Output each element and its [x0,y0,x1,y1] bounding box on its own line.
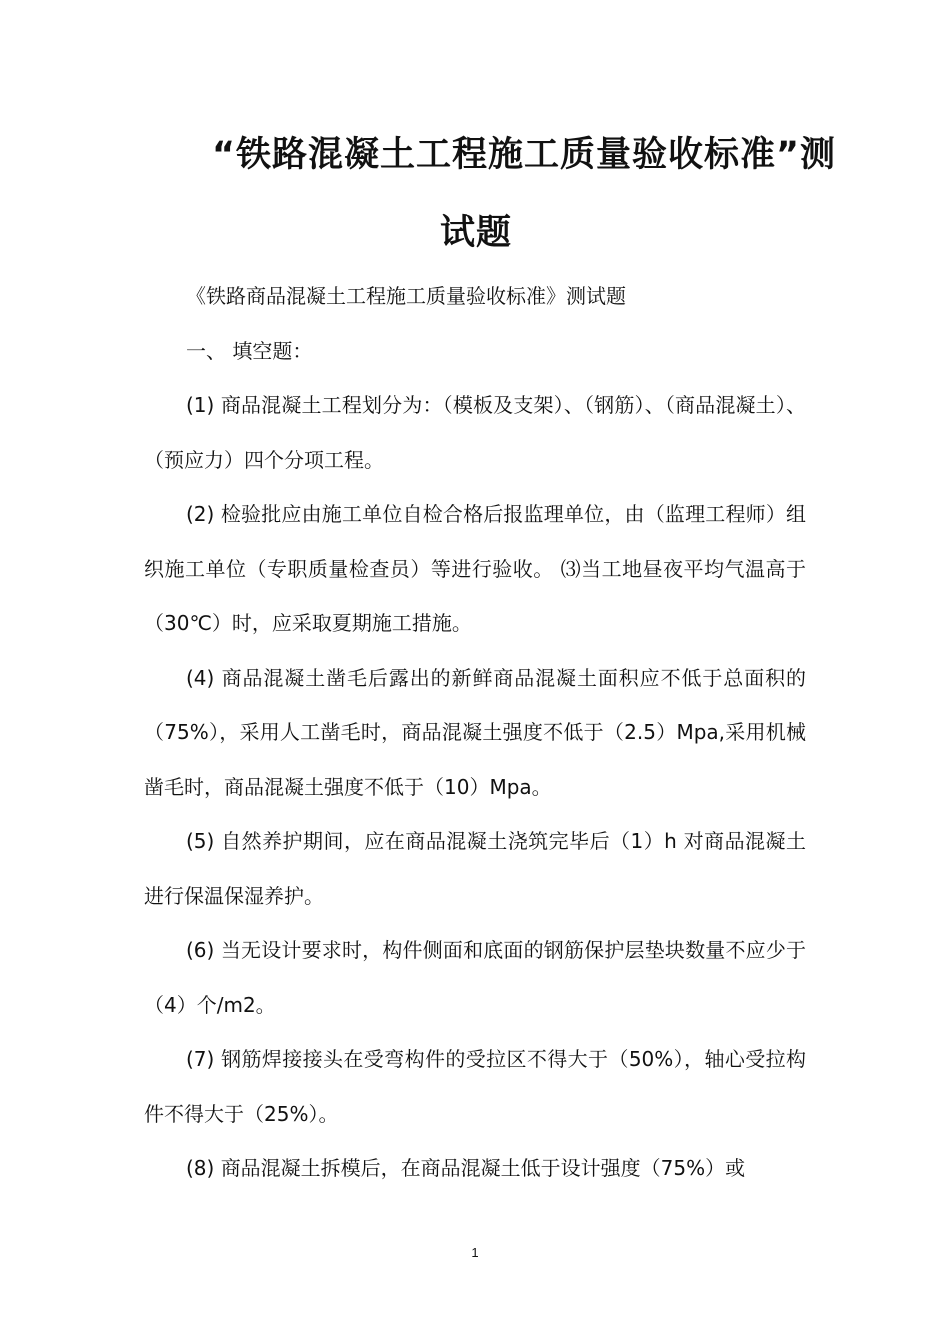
question-paragraph-1: (1) 商品混凝土工程划分为：（模板及支架）、（钢筋）、（商品混凝土）、（预应力）四个分项工程。 [144,393,806,472]
page-number: 1 [471,1245,479,1260]
document-title-line-2: 试题 [440,213,513,253]
question-paragraph-6: (6) 当无设计要求时，构件侧面和底面的钢筋保护层垫块数量不应少于（4）个/m2。 [144,938,806,1017]
question-paragraph-5: (5) 自然养护期间，应在商品混凝土浇筑完毕后（1）h 对商品混凝土进行保温保湿养护。 [144,829,806,908]
question-paragraph-2: (2) 检验批应由施工单位自检合格后报监理单位，由（监理工程师）组织施工单位（专职质量检查员）等进行验收。 ⑶当工地昼夜平均气温高于（30℃）时，应采取夏期施工措施。 [144,502,806,635]
question-paragraph-4: (4) 商品混凝土凿毛后露出的新鲜商品混凝土面积应不低于总面积的（75%），采用人工凿毛时，商品混凝土强度不低于（2.5）Mpa,采用机械凿毛时，商品混凝土强度不低于（10）Mpa。 [144,665,806,799]
question-paragraph-7: (7) 钢筋焊接接头在受弯构件的受拉区不得大于（50%），轴心受拉构件不得大于（25%）。 [144,1047,806,1126]
subtitle-paragraph: 《铁路商品混凝土工程施工质量验收标准》测试题 [186,284,626,308]
question-paragraph-8: (8) 商品混凝土拆模后，在商品混凝土低于设计强度（75%）或 [186,1156,746,1180]
document-body [144,269,806,1196]
document-title-line-1: “铁路混凝土工程施工质量验收标准”测 [212,135,837,175]
section-heading-fill-in: 一、 填空题： [186,338,313,363]
